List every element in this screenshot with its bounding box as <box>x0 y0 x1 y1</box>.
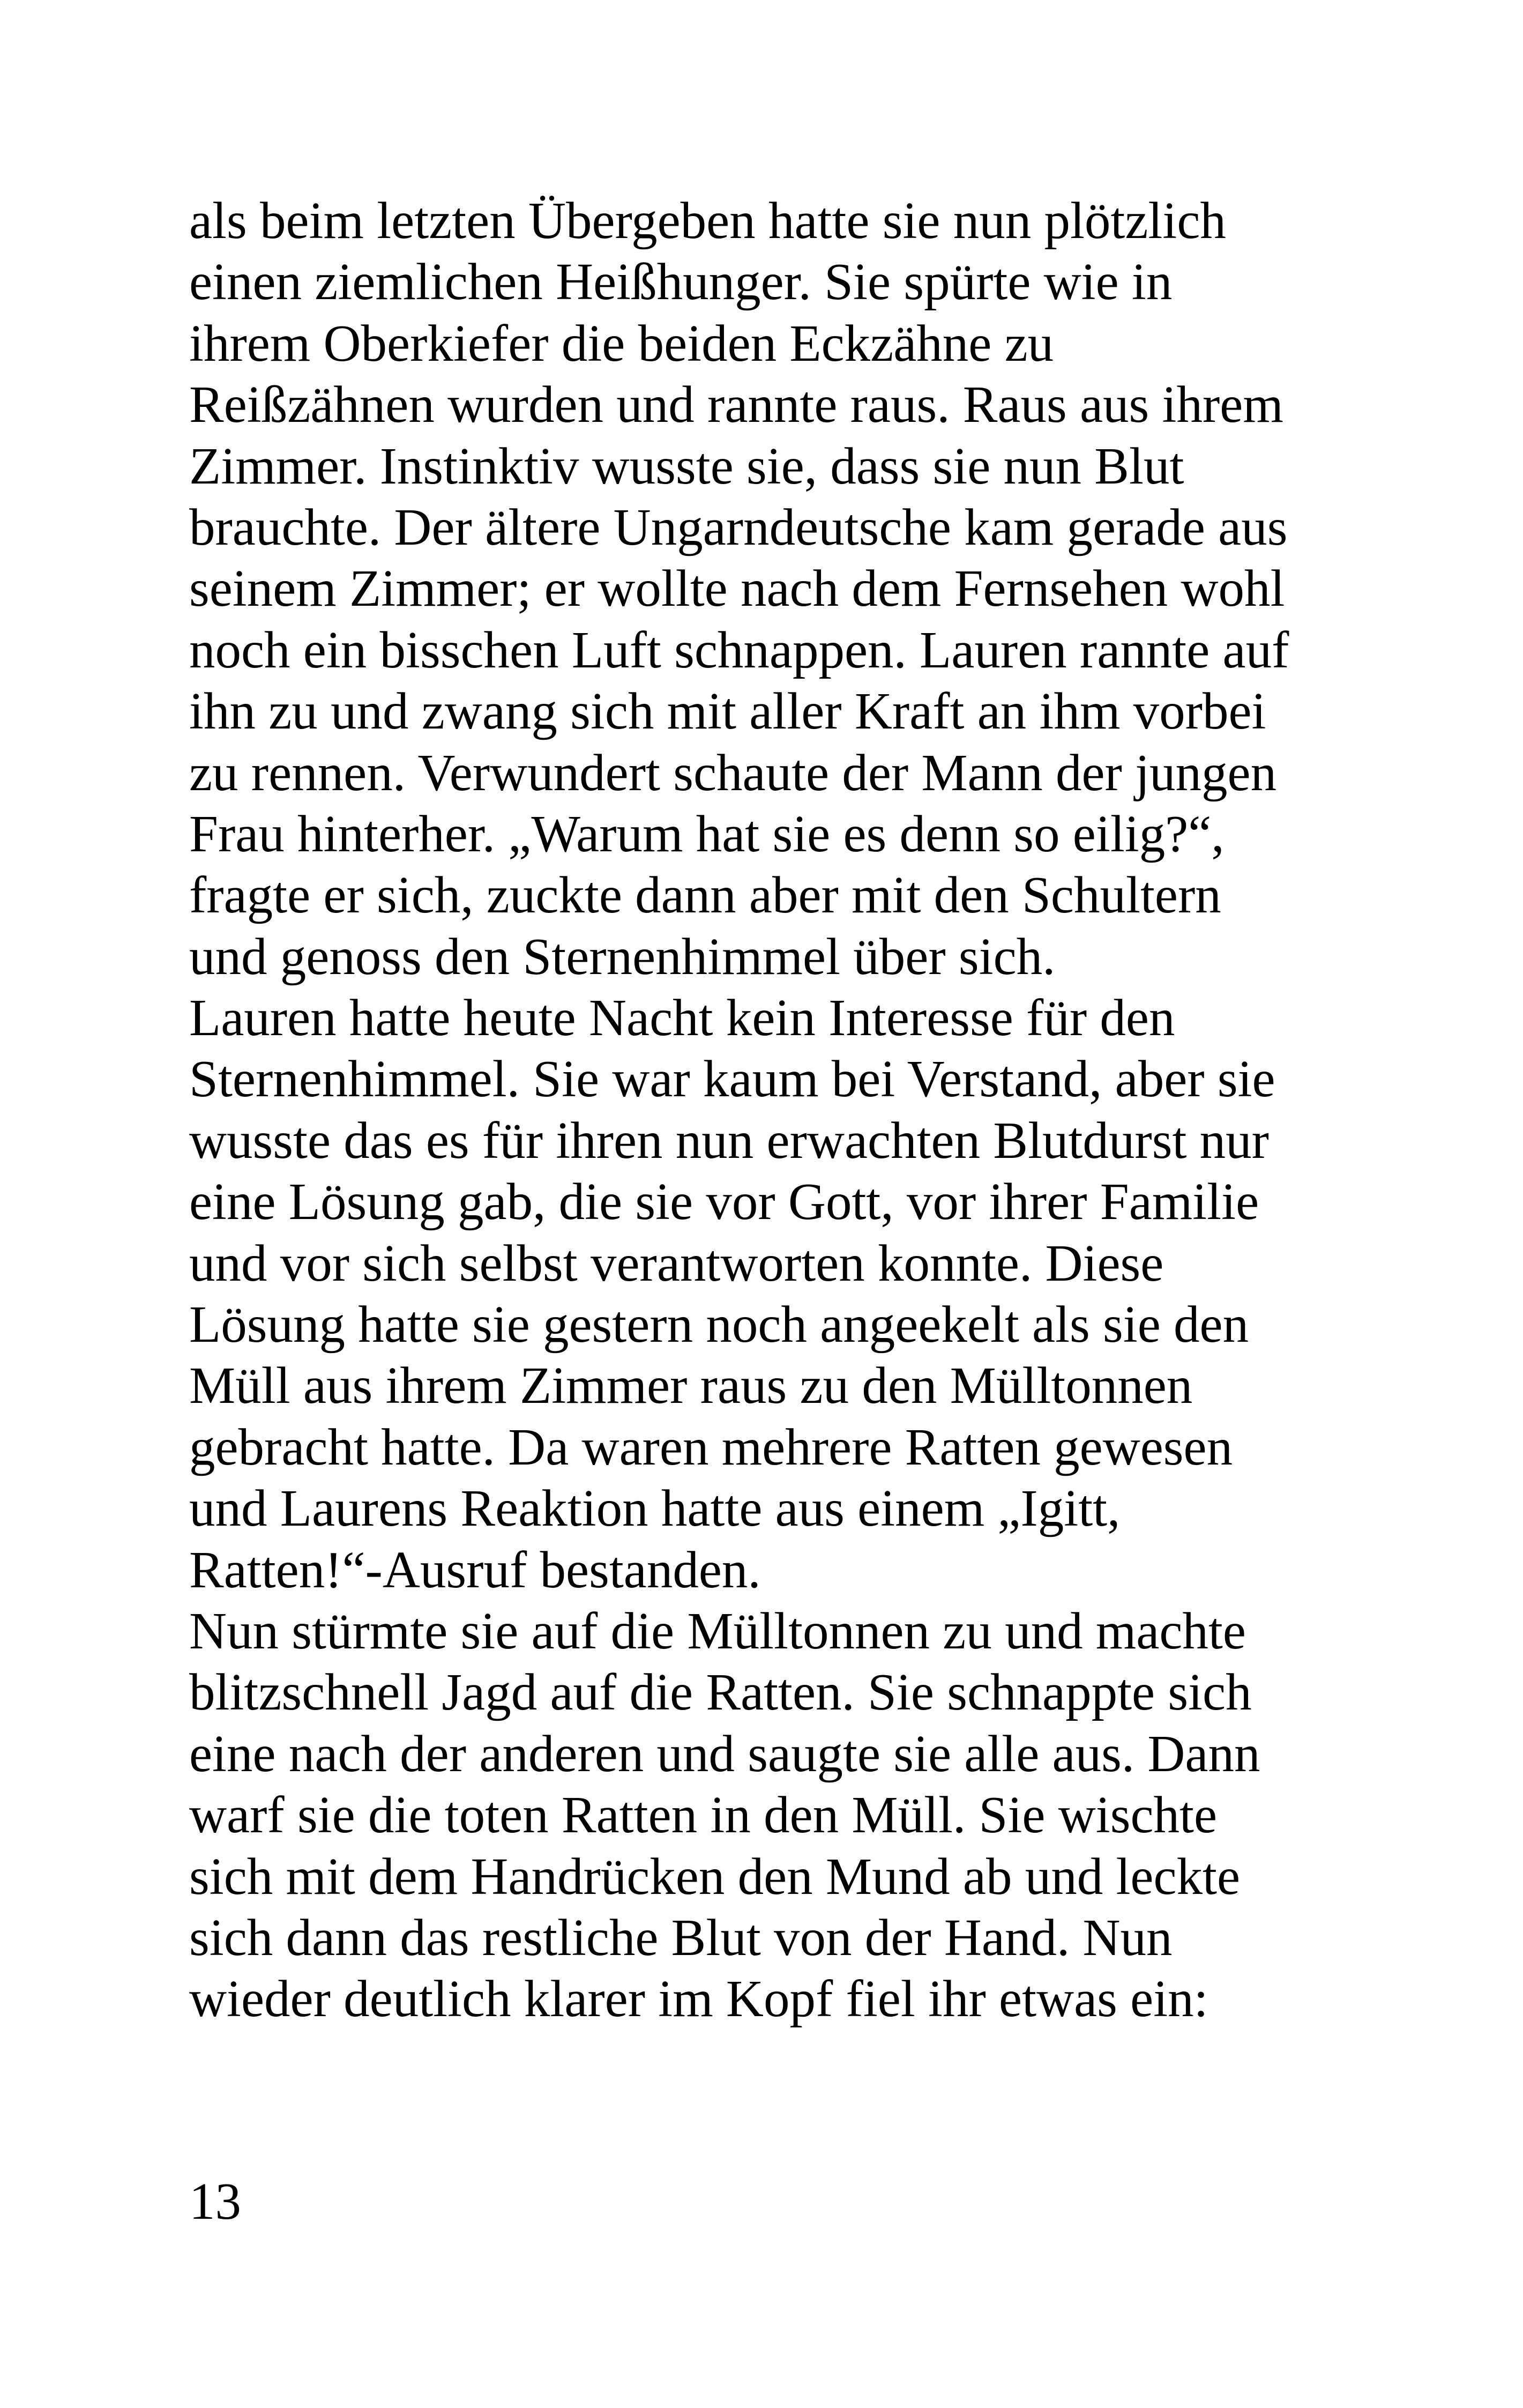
page-number: 13 <box>189 2173 241 2230</box>
text-line-14: Lauren hatte heute Nacht kein Interesse für den <box>189 989 1175 1047</box>
text-line-15: Sternenhimmel. Sie war kaum bei Verstand, aber sie <box>189 1050 1275 1108</box>
text-line-23: Ratten!“-Ausruf bestanden. <box>189 1541 761 1599</box>
text-line-12: fragte er sich, zuckte dann aber mit den Schultern <box>189 866 1221 924</box>
text-line-17: eine Lösung gab, die sie vor Gott, vor ihrer Familie <box>189 1173 1259 1231</box>
text-line-21: gebracht hatte. Da waren mehrere Ratten gewesen <box>189 1418 1233 1476</box>
text-line-4: Reißzähnen wurden und rannte raus. Raus aus ihrem <box>189 376 1283 434</box>
text-line-20: Müll aus ihrem Zimmer raus zu den Mülltonnen <box>189 1357 1193 1415</box>
text-line-28: sich mit dem Handrücken den Mund ab und leckte <box>189 1847 1241 1905</box>
text-line-24: Nun stürmte sie auf die Mülltonnen zu und machte <box>189 1602 1246 1660</box>
text-line-1: als beim letzten Übergeben hatte sie nun plötzlich <box>189 192 1226 249</box>
text-line-11: Frau hinterher. „Warum hat sie es denn so eilig?“, <box>189 805 1225 863</box>
text-line-29: sich dann das restliche Blut von der Hand. Nun <box>189 1908 1173 1966</box>
text-line-3: ihrem Oberkiefer die beiden Eckzähne zu <box>189 314 1054 372</box>
text-line-5: Zimmer. Instinktiv wusste sie, dass sie nun Blut <box>189 437 1184 495</box>
text-line-10: zu rennen. Verwundert schaute der Mann der jungen <box>189 744 1277 801</box>
text-line-8: noch ein bisschen Luft schnappen. Lauren rannte auf <box>189 621 1289 679</box>
text-line-25: blitzschnell Jagd auf die Ratten. Sie schnappte sich <box>189 1663 1252 1721</box>
text-line-26: eine nach der anderen und saugte sie alle aus. Dann <box>189 1725 1260 1782</box>
text-line-19: Lösung hatte sie gestern noch angeekelt als sie den <box>189 1296 1249 1354</box>
text-line-13: und genoss den Sternenhimmel über sich. <box>189 927 1056 985</box>
text-line-18: und vor sich selbst verantworten konnte. Diese <box>189 1234 1164 1292</box>
text-line-9: ihn zu und zwang sich mit aller Kraft an ihm vorbei <box>189 682 1266 740</box>
text-line-2: einen ziemlichen Heißhunger. Sie spürte wie in <box>189 253 1173 311</box>
text-line-27: warf sie die toten Ratten in den Müll. Sie wischte <box>189 1786 1218 1844</box>
text-line-22: und Laurens Reaktion hatte aus einem „Igitt, <box>189 1480 1121 1537</box>
text-line-30: wieder deutlich klarer im Kopf fiel ihr etwas ein: <box>189 1970 1208 2028</box>
text-line-16: wusste das es für ihren nun erwachten Blutdurst nur <box>189 1111 1269 1169</box>
body-text <box>189 190 1352 2030</box>
text-line-7: seinem Zimmer; er wollte nach dem Fernsehen wohl <box>189 560 1285 618</box>
text-line-6: brauchte. Der ältere Ungarndeutsche kam gerade aus <box>189 498 1288 556</box>
